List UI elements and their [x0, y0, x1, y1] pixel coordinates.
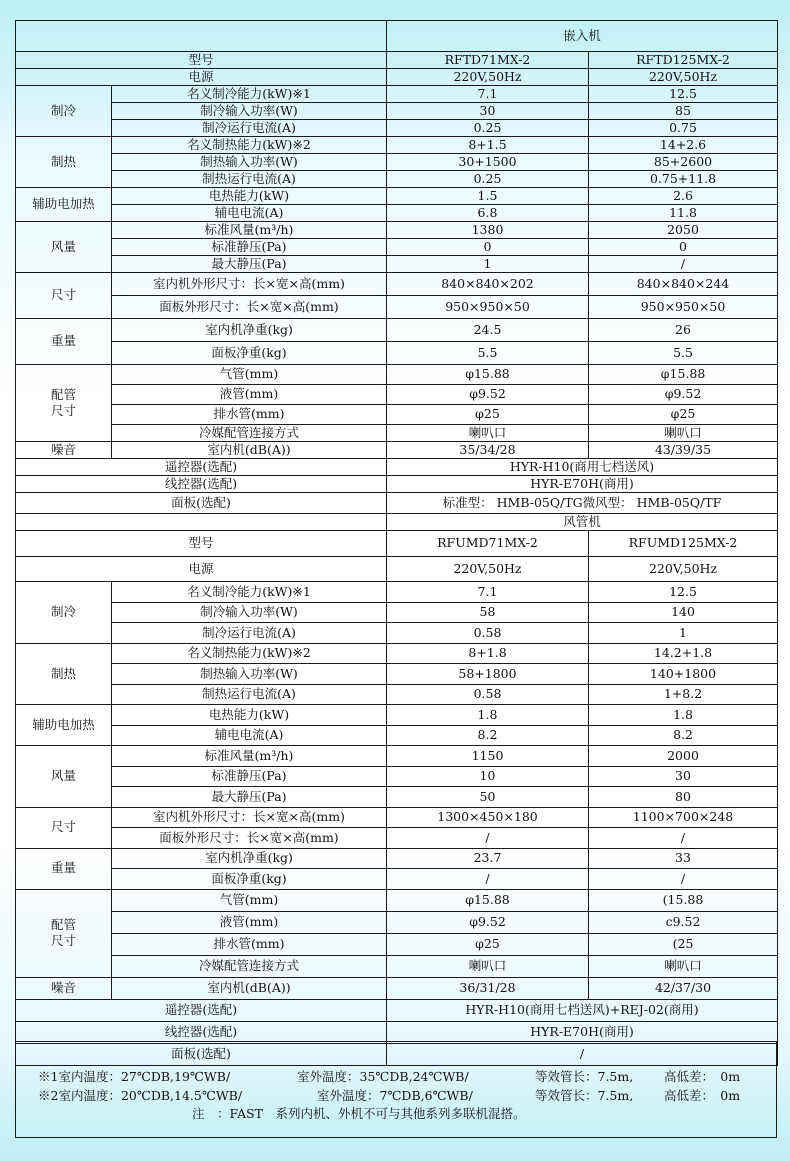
row-label: 辅电电流(A)	[112, 205, 387, 222]
row-label: 制热输入功率(W)	[112, 664, 387, 685]
table-row	[16, 385, 778, 405]
row-value-2: 1100×700×248	[589, 807, 778, 828]
table-row	[16, 137, 778, 154]
row-value-2: φ9.52	[589, 385, 778, 405]
remote-value: HYR-H10(商用七档送风)	[387, 459, 778, 476]
row-value-1: 0.25	[387, 120, 589, 137]
row-label: 制热运行电流(A)	[112, 171, 387, 188]
row-value-2: 30	[589, 766, 778, 787]
section1-title-spacer	[16, 21, 387, 52]
row-value-1: 30	[387, 103, 589, 120]
table-row	[16, 86, 778, 103]
row-label: 标准风量(m³/h)	[112, 222, 387, 239]
table-row	[16, 205, 778, 222]
section2-model-row	[16, 531, 778, 557]
group-piping-line1: 配管	[50, 386, 76, 402]
row-value-2: 2050	[589, 222, 778, 239]
row-value-1: 23.7	[387, 848, 589, 869]
group-cooling: 制冷	[16, 582, 112, 644]
row-label: 制热输入功率(W)	[112, 154, 387, 171]
row-value-1: 10	[387, 766, 589, 787]
row-value-1: 35/34/28	[387, 442, 589, 459]
power-col1: 220V,50Hz	[387, 69, 589, 86]
row-label: 面板净重(kg)	[112, 342, 387, 365]
notes-box	[15, 1041, 777, 1138]
row-label: 室内机外形尺寸：长×宽×高(mm)	[112, 807, 387, 828]
section2-title-spacer	[16, 514, 387, 531]
row-label: 标准风量(m³/h)	[112, 746, 387, 767]
table-row	[16, 725, 778, 746]
note-remark	[16, 1104, 776, 1124]
note-2-indoor: ※2室内温度：20℃DB,14.5℃WB/	[38, 1088, 243, 1103]
table-row	[16, 256, 778, 273]
panel-label: 面板(选配)	[16, 1043, 387, 1065]
table-row	[16, 222, 778, 239]
group-aux-heating: 辅助电加热	[16, 705, 112, 746]
note-2-height: 高低差： 0m	[664, 1088, 741, 1103]
row-label: 标准静压(Pa)	[112, 766, 387, 787]
group-piping-line2: 尺寸	[50, 933, 76, 948]
row-label: 排水管(mm)	[112, 405, 387, 425]
row-value-1: 950×950×50	[387, 296, 589, 319]
row-value-1: /	[387, 869, 589, 890]
group-noise: 噪音	[16, 442, 112, 459]
row-label: 标准静压(Pa)	[112, 239, 387, 256]
remote-label: 遥控器(选配)	[16, 459, 387, 476]
table-row	[16, 405, 778, 425]
group-cooling: 制冷	[16, 86, 112, 137]
group-aux-heating: 辅助电加热	[16, 188, 112, 222]
row-label: 面板外形尺寸：长×宽×高(mm)	[112, 296, 387, 319]
note-2-outdoor: 室外温度：7℃DB,6℃WB/	[317, 1088, 473, 1103]
table-row	[16, 188, 778, 205]
power-label: 电源	[16, 557, 387, 582]
row-value-2: /	[589, 869, 778, 890]
group-piping-line1: 配管	[50, 916, 76, 932]
row-label: 室内机净重(kg)	[112, 848, 387, 869]
row-value-1: 1.5	[387, 188, 589, 205]
row-label: 室内机(dB(A))	[112, 977, 387, 999]
group-noise: 噪音	[16, 977, 112, 999]
table-row	[16, 476, 778, 493]
table-row	[16, 103, 778, 120]
section2-title-row	[16, 514, 778, 531]
section1-power-row	[16, 69, 778, 86]
power-col2: 220V,50Hz	[589, 69, 778, 86]
group-piping-line2: 尺寸	[50, 403, 76, 418]
row-value-2: (15.88	[589, 889, 778, 911]
row-value-1: 1	[387, 256, 589, 273]
row-value-1: 840×840×202	[387, 273, 589, 296]
wired-value: HYR-E70H(商用)	[387, 1021, 778, 1043]
row-label: 气管(mm)	[112, 889, 387, 911]
table-row	[16, 602, 778, 623]
row-value-2: 26	[589, 319, 778, 342]
panel-value: 标准型： HMB-05Q/TG微风型： HMB-05Q/TF	[387, 493, 778, 514]
note-1-height: 高低差： 0m	[664, 1069, 741, 1084]
table-row	[16, 933, 778, 955]
table-row	[16, 787, 778, 808]
row-label: 液管(mm)	[112, 911, 387, 933]
row-value-2: c9.52	[589, 911, 778, 933]
table-row	[16, 766, 778, 787]
row-value-1: 0	[387, 239, 589, 256]
row-label: 室内机外形尺寸：长×宽×高(mm)	[112, 273, 387, 296]
row-value-2: φ25	[589, 405, 778, 425]
row-value-2: 喇叭口	[589, 955, 778, 977]
row-value-1: 1300×450×180	[387, 807, 589, 828]
model-col1: RFTD71MX-2	[387, 52, 589, 69]
section1-title: 嵌入机	[387, 21, 778, 52]
power-col2: 220V,50Hz	[589, 557, 778, 582]
row-value-2: 2.6	[589, 188, 778, 205]
row-value-2: 5.5	[589, 342, 778, 365]
wired-label: 线控器(选配)	[16, 476, 387, 493]
table-row	[16, 582, 778, 603]
row-value-2: 2000	[589, 746, 778, 767]
table-row	[16, 848, 778, 869]
group-piping	[16, 889, 112, 977]
row-value-1: 7.1	[387, 582, 589, 603]
row-label: 冷媒配管连接方式	[112, 425, 387, 442]
table-row	[16, 1021, 778, 1043]
group-weight: 重量	[16, 319, 112, 365]
row-label: 制冷运行电流(A)	[112, 623, 387, 644]
panel-label: 面板(选配)	[16, 493, 387, 514]
row-value-1: 24.5	[387, 319, 589, 342]
row-value-1: 0.25	[387, 171, 589, 188]
table-row	[16, 154, 778, 171]
table-row	[16, 977, 778, 999]
model-label: 型号	[16, 531, 387, 557]
table-row	[16, 664, 778, 685]
table-row	[16, 705, 778, 726]
row-value-2: 0	[589, 239, 778, 256]
model-col2: RFUMD125MX-2	[589, 531, 778, 557]
row-label: 最大静压(Pa)	[112, 787, 387, 808]
wired-value: HYR-E70H(商用)	[387, 476, 778, 493]
section1-model-row	[16, 52, 778, 69]
row-value-1: 喇叭口	[387, 955, 589, 977]
row-label: 最大静压(Pa)	[112, 256, 387, 273]
row-label: 制冷运行电流(A)	[112, 120, 387, 137]
table-row	[16, 493, 778, 514]
table-row	[16, 889, 778, 911]
model-label: 型号	[16, 52, 387, 69]
row-value-1: 50	[387, 787, 589, 808]
row-value-2: 0.75	[589, 120, 778, 137]
table-row	[16, 459, 778, 476]
section2-power-row	[16, 557, 778, 582]
row-label: 气管(mm)	[112, 365, 387, 385]
power-label: 电源	[16, 69, 387, 86]
row-value-2: 0.75+11.8	[589, 171, 778, 188]
table-row	[16, 425, 778, 442]
row-value-1: 8.2	[387, 725, 589, 746]
table-row	[16, 999, 778, 1021]
row-label: 面板外形尺寸：长×宽×高(mm)	[112, 828, 387, 849]
wired-label: 线控器(选配)	[16, 1021, 387, 1043]
row-value-1: 喇叭口	[387, 425, 589, 442]
row-value-2: 1+8.2	[589, 684, 778, 705]
group-piping	[16, 365, 112, 442]
group-heating: 制热	[16, 137, 112, 188]
table-row	[16, 746, 778, 767]
table-row	[16, 869, 778, 890]
table-row	[16, 120, 778, 137]
row-value-1: 1380	[387, 222, 589, 239]
row-value-1: 36/31/28	[387, 977, 589, 999]
row-value-1: 0.58	[387, 623, 589, 644]
row-label: 室内机(dB(A))	[112, 442, 387, 459]
row-label: 制冷输入功率(W)	[112, 602, 387, 623]
row-label: 面板净重(kg)	[112, 869, 387, 890]
table-row	[16, 623, 778, 644]
note-2-pipe: 等效管长：7.5m,	[535, 1088, 634, 1103]
row-value-2: 950×950×50	[589, 296, 778, 319]
table-row	[16, 342, 778, 365]
row-value-1: /	[387, 828, 589, 849]
row-value-1: 8+1.5	[387, 137, 589, 154]
row-value-2: /	[589, 256, 778, 273]
row-value-1: 1.8	[387, 705, 589, 726]
note-2	[16, 1086, 776, 1106]
table-row	[16, 684, 778, 705]
row-label: 名义制冷能力(kW)※1	[112, 582, 387, 603]
row-label: 排水管(mm)	[112, 933, 387, 955]
power-col1: 220V,50Hz	[387, 557, 589, 582]
row-value-2: φ15.88	[589, 365, 778, 385]
group-airflow: 风量	[16, 746, 112, 808]
row-value-2: 喇叭口	[589, 425, 778, 442]
row-value-2: 12.5	[589, 86, 778, 103]
row-label: 名义制热能力(kW)※2	[112, 137, 387, 154]
table-row	[16, 828, 778, 849]
row-label: 冷媒配管连接方式	[112, 955, 387, 977]
row-value-2: 80	[589, 787, 778, 808]
row-value-2: 840×840×244	[589, 273, 778, 296]
row-value-1: 58	[387, 602, 589, 623]
model-col1: RFUMD71MX-2	[387, 531, 589, 557]
row-value-1: 1150	[387, 746, 589, 767]
model-col2: RFTD125MX-2	[589, 52, 778, 69]
table-row	[16, 911, 778, 933]
row-value-1: φ15.88	[387, 889, 589, 911]
row-value-1: 8+1.8	[387, 643, 589, 664]
section1-title-row	[16, 21, 778, 52]
spec-table	[15, 20, 778, 1066]
row-value-2: 12.5	[589, 582, 778, 603]
row-label: 电热能力(kW)	[112, 705, 387, 726]
row-value-2: 140+1800	[589, 664, 778, 685]
row-value-1: 6.8	[387, 205, 589, 222]
group-heating: 制热	[16, 643, 112, 705]
row-value-1: 58+1800	[387, 664, 589, 685]
panel-value: /	[387, 1043, 778, 1065]
row-value-2: 1.8	[589, 705, 778, 726]
row-value-2: 85	[589, 103, 778, 120]
note-1-outdoor: 室外温度：35℃DB,24℃WB/	[297, 1069, 469, 1084]
table-row	[16, 171, 778, 188]
row-value-1: 5.5	[387, 342, 589, 365]
note-1-indoor: ※1室内温度：27℃DB,19℃WB/	[38, 1069, 231, 1084]
table-row	[16, 807, 778, 828]
table-row	[16, 319, 778, 342]
table-row	[16, 365, 778, 385]
table-row	[16, 643, 778, 664]
group-size: 尺寸	[16, 807, 112, 848]
row-label: 名义制冷能力(kW)※1	[112, 86, 387, 103]
row-value-2: 14+2.6	[589, 137, 778, 154]
section2-title: 风管机	[387, 514, 778, 531]
row-label: 电热能力(kW)	[112, 188, 387, 205]
note-1-pipe: 等效管长：7.5m,	[535, 1069, 634, 1084]
row-value-1: φ25	[387, 933, 589, 955]
group-weight: 重量	[16, 848, 112, 889]
row-value-2: 33	[589, 848, 778, 869]
row-value-2: 8.2	[589, 725, 778, 746]
row-value-1: φ25	[387, 405, 589, 425]
note-remark-text: 注 ：FAST 系列内机、外机不可与其他系列多联机混搭。	[192, 1106, 526, 1121]
row-value-2: 85+2600	[589, 154, 778, 171]
table-row	[16, 273, 778, 296]
row-label: 制热运行电流(A)	[112, 684, 387, 705]
table-row	[16, 296, 778, 319]
note-1	[16, 1067, 776, 1087]
row-value-1: φ9.52	[387, 911, 589, 933]
table-row	[16, 442, 778, 459]
row-label: 辅电电流(A)	[112, 725, 387, 746]
row-label: 室内机净重(kg)	[112, 319, 387, 342]
table-row	[16, 239, 778, 256]
row-value-2: (25	[589, 933, 778, 955]
row-value-2: 14.2+1.8	[589, 643, 778, 664]
row-label: 名义制热能力(kW)※2	[112, 643, 387, 664]
row-value-2: 11.8	[589, 205, 778, 222]
row-value-2: 42/37/30	[589, 977, 778, 999]
remote-label: 遥控器(选配)	[16, 999, 387, 1021]
row-value-1: φ9.52	[387, 385, 589, 405]
row-value-1: 30+1500	[387, 154, 589, 171]
group-size: 尺寸	[16, 273, 112, 319]
row-value-1: φ15.88	[387, 365, 589, 385]
row-value-1: 0.58	[387, 684, 589, 705]
row-value-2: 1	[589, 623, 778, 644]
row-value-2: 43/39/35	[589, 442, 778, 459]
row-label: 液管(mm)	[112, 385, 387, 405]
row-value-1: 7.1	[387, 86, 589, 103]
row-label: 制冷输入功率(W)	[112, 103, 387, 120]
row-value-2: /	[589, 828, 778, 849]
table-row	[16, 955, 778, 977]
remote-value: HYR-H10(商用七档送风)+REJ-02(商用)	[387, 999, 778, 1021]
row-value-2: 140	[589, 602, 778, 623]
group-airflow: 风量	[16, 222, 112, 273]
